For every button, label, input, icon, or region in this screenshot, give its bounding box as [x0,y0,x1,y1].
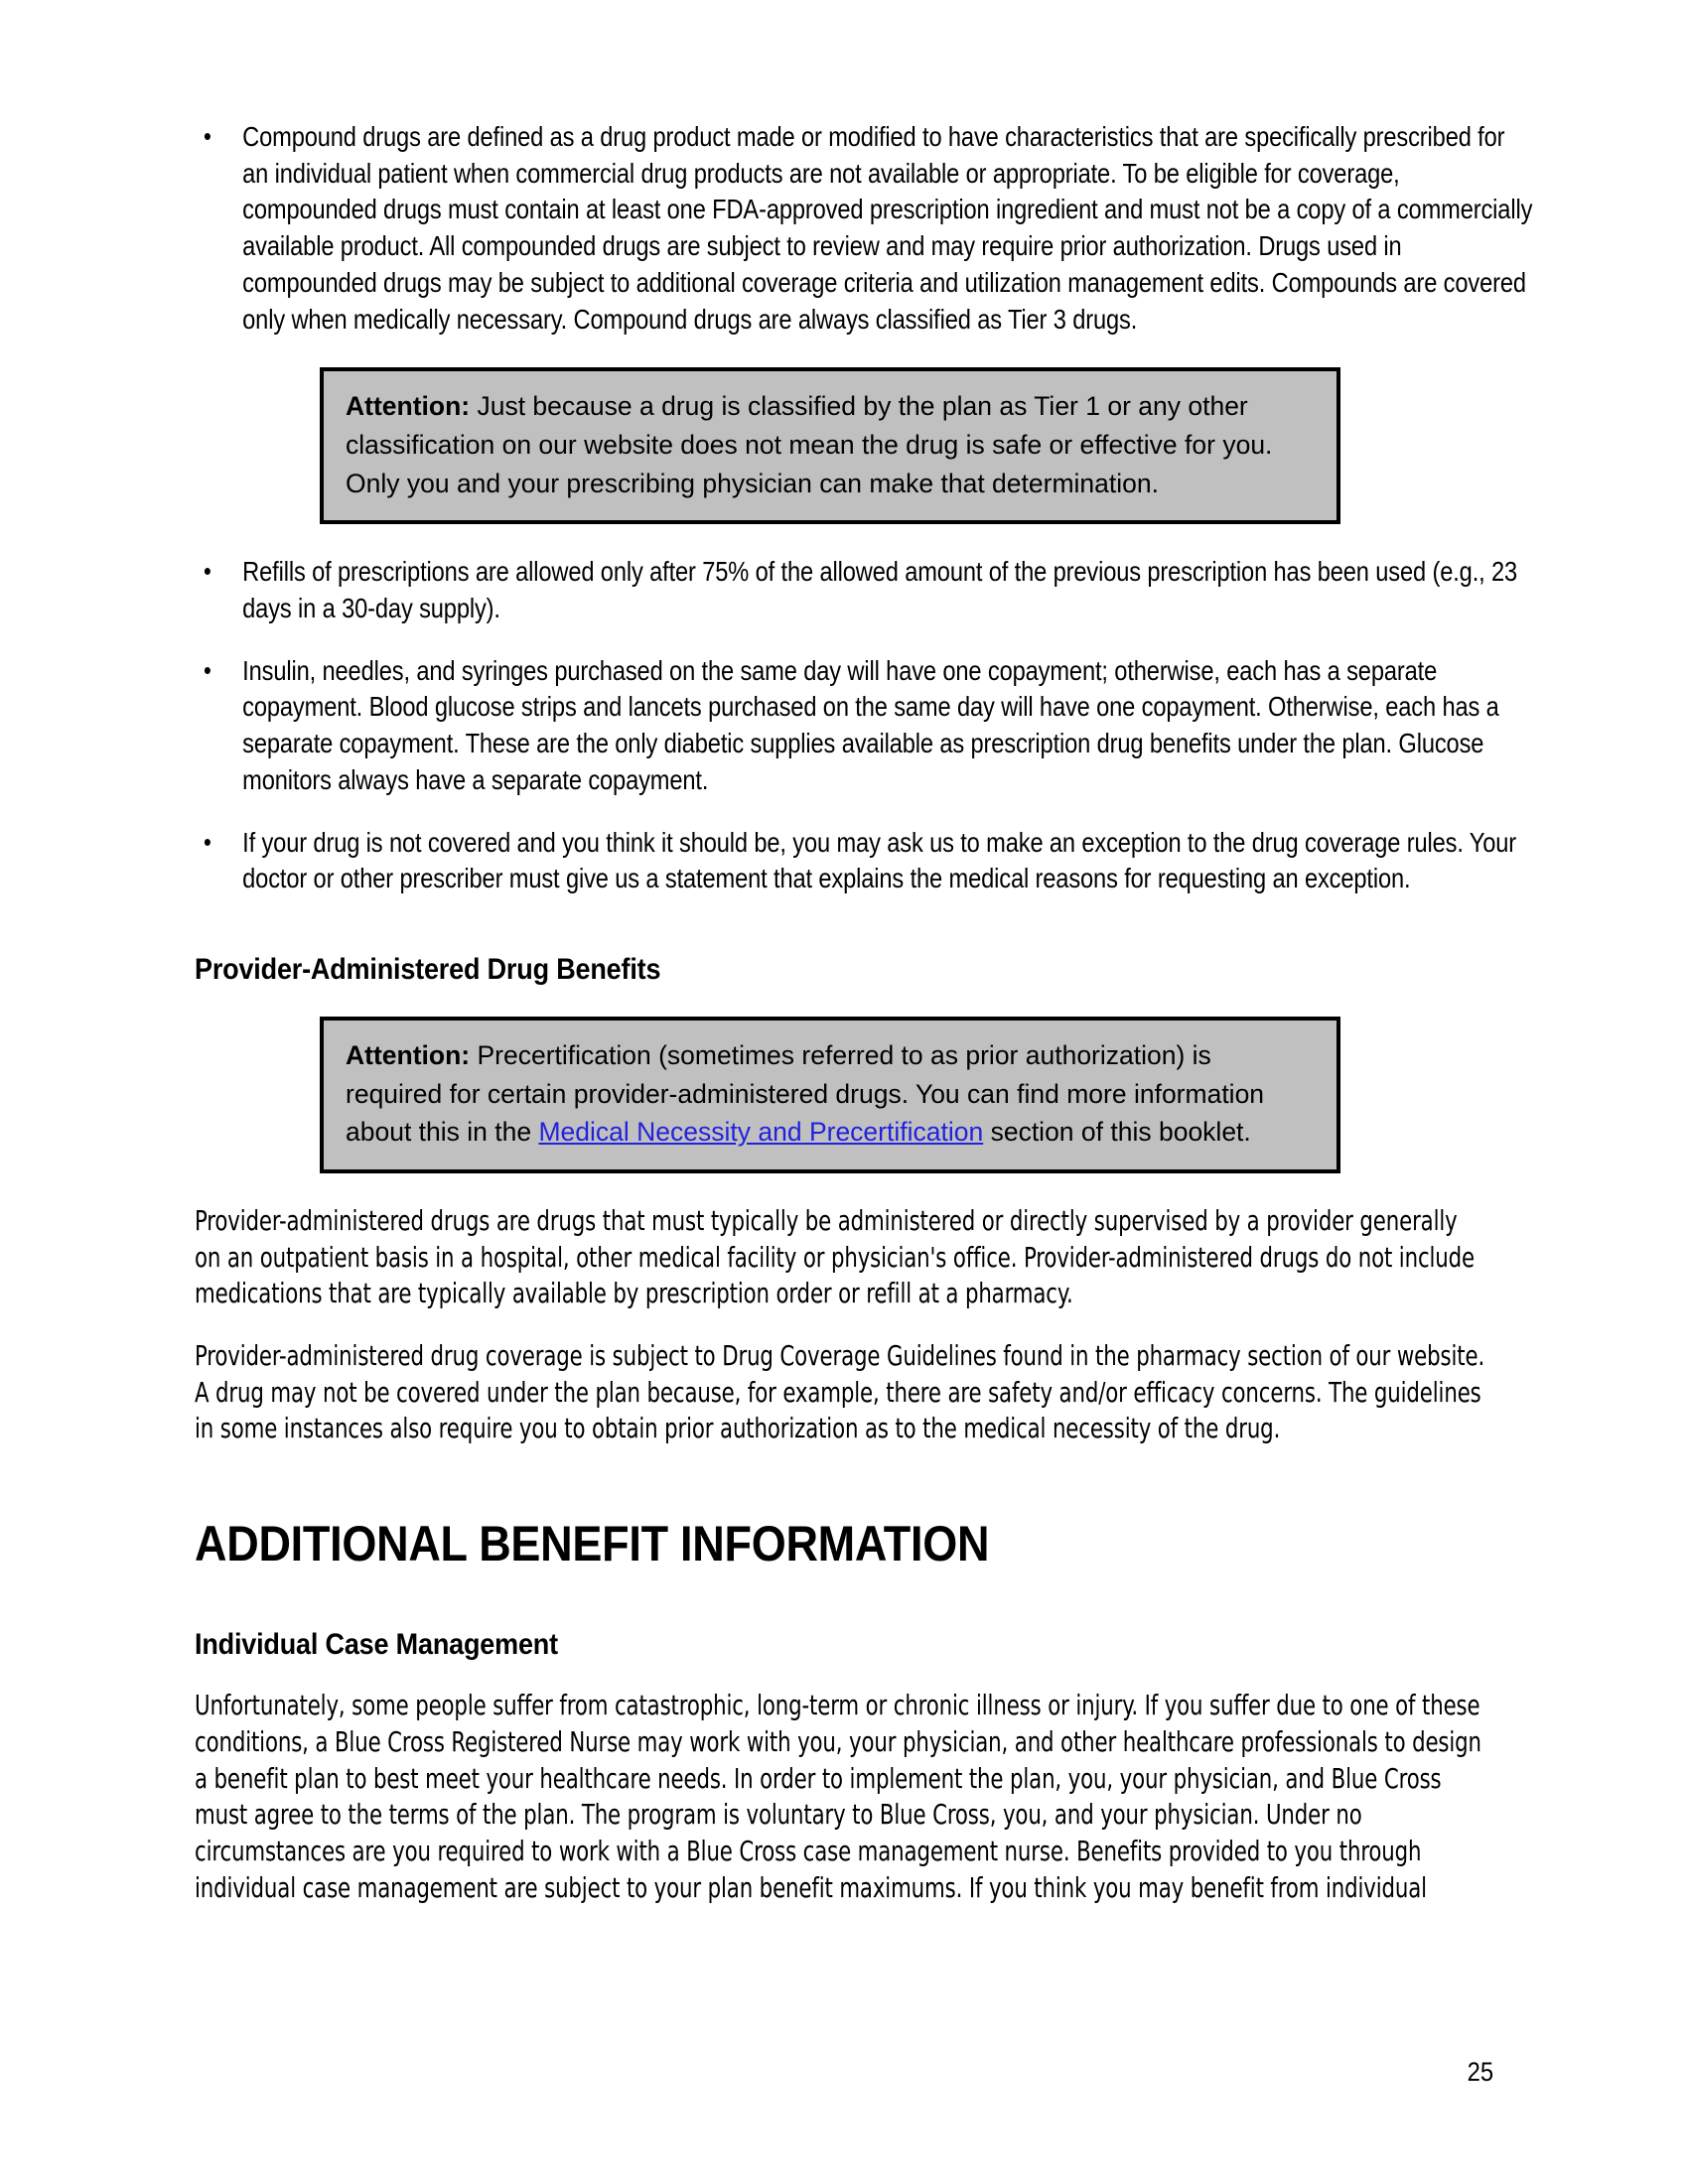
list-item [195,119,1532,338]
bullet-marker: • [204,556,211,587]
heading-provider-administered-drug-benefits: Provider-Administered Drug Benefits [195,952,661,986]
attention-text-after: section of this booklet. [983,1117,1251,1148]
compound-drugs-bullet-list [195,119,1533,338]
paragraph-provider-administered-definition: Provider-administered drugs are drugs that must typically be administered or directly supervised by a provider generally on an outpatient basis in a hospital, other medical facility or physician's office. Provider-administered drugs do not include medications that are typically available by prescription order or refill at a pharmacy. [195,1204,1476,1310]
list-item [195,825,1532,897]
heading-individual-case-management: Individual Case Management [195,1628,558,1662]
link-medical-necessity-and-precertification[interactable]: Medical Necessity and Precertification [538,1117,984,1148]
bullet-marker: • [204,826,211,857]
attention-text-before: Precertification (sometimes referred to as prior authorization) is required for certain provider-administered drugs. You can find more information about this in the [346,1039,1265,1148]
list-item-text: Refills of prescriptions are allowed only after 75% of the allowed amount of the previous prescription has been used (e.g., 23 days in a 30-day supply). [242,556,1518,623]
attention-callout-tier-classification [320,367,1340,524]
list-item-text: If your drug is not covered and you think it should be, you may ask us to make an exception to the drug coverage rules. Your doctor or other prescriber must give us a statement that explains the medical reasons for requesting an exception. [242,826,1517,894]
attention-callout-precertification-wrap [195,1017,1485,1173]
attention-callout-precertification [320,1017,1340,1173]
attention-callout-tier-classification-wrap [195,367,1485,524]
list-item [195,554,1532,626]
attention-text: Just because a drug is classified by the plan as Tier 1 or any other classification on our website does not mean the drug is safe or effective for you. Only you and your prescribing physician can make that determination. [346,391,1273,498]
paragraph-provider-administered-coverage: Provider-administered drug coverage is subject to Drug Coverage Guidelines found in the pharmacy section of our website. A drug may not be covered under the plan because, for example, there are safety and/or efficacy concerns. The guidelines in some instances also require you to obtain prior authorization as to the medical necessity of the drug. [195,1340,1485,1445]
bullet-marker: • [204,121,211,151]
page-content [195,119,1533,1906]
page-number: 25 [1467,2057,1493,2087]
attention-label: Attention: [346,391,471,422]
pharmacy-rules-bullet-list [195,554,1518,897]
list-item [195,653,1532,799]
attention-label: Attention: [346,1039,471,1070]
paragraph-individual-case-management: Unfortunately, some people suffer from catastrophic, long-term or chronic illness or injury. If you suffer due to one of these conditions, a Blue Cross Registered Nurse may work with you, your physician, and other healthcare professionals to design a benefit plan to best meet your healthcare needs. In order to implement the plan, you, your physician, and Blue Cross must agree to the terms of the plan. The program is voluntary to Blue Cross, you, and your physician. Under no circumstances are you required to work with a Blue Cross case management nurse. Benefits provided to you through individual case management are subject to your plan benefit maximums. If you think you may benefit from individual [195,1690,1481,1904]
list-item-text: Compound drugs are defined as a drug product made or modified to have characteristics that are specifically prescribed for an individual patient when commercial drug products are not available or appropriate. To be eligible for coverage, compounded drugs must contain at least one FDA-approved prescription ingredient and must not be a copy of a commercially available product. All compounded drugs are subject to review and may require prior authorization. Drugs used in compounded drugs may be subject to additional coverage criteria and utilization management edits. Compounds are covered only when medically necessary. Compound drugs are always classified as Tier 3 drugs. [242,121,1533,335]
list-item-text: Insulin, needles, and syringes purchased on the same day will have one copayment; otherwise, each has a separate copayment. Blood glucose strips and lancets purchased on the same day will have one copayment. Otherwise, each has a separate copayment. These are the only diabetic supplies available as prescription drug benefits under the plan. Glucose monitors always have a separate copayment. [242,654,1499,795]
heading-additional-benefit-information: ADDITIONAL BENEFIT INFORMATION [195,1516,990,1572]
bullet-marker: • [204,654,211,685]
